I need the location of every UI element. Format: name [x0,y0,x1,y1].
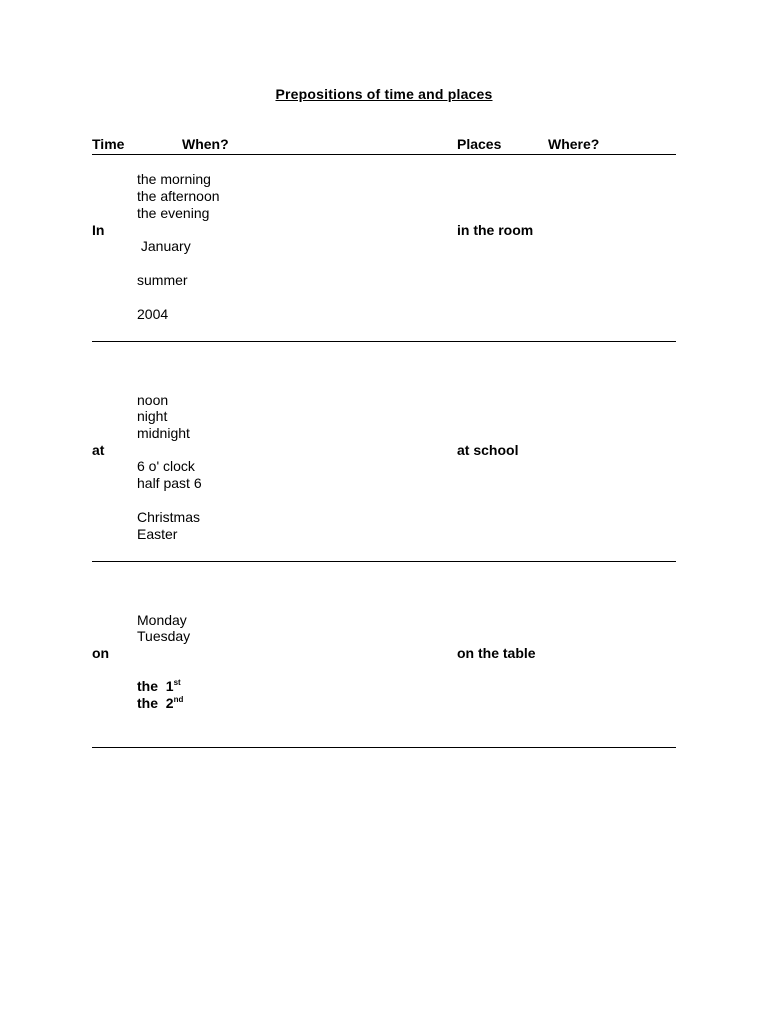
time-example: summer [137,272,188,288]
time-example: midnight [137,425,190,441]
preposition-label: on [92,645,110,661]
ordinal-prefix: the 2 [137,695,174,711]
time-example: the afternoon [137,188,220,204]
row-divider [92,341,676,342]
preposition-label: at [92,442,105,458]
time-example: Monday [137,612,187,628]
row-divider [92,561,676,562]
ordinal-suffix: st [173,678,181,687]
place-example: at school [457,442,519,458]
time-example: the morning [137,171,211,187]
time-example: night [137,408,168,424]
preposition-label: In [92,222,105,238]
place-example: in the room [457,222,534,238]
time-example: noon [137,392,169,408]
time-example: half past 6 [137,475,202,491]
ordinal-date [137,678,181,695]
row-divider [92,747,676,748]
ordinal-prefix: the 1 [137,678,174,694]
document-title: Prepositions of time and places [275,86,493,102]
ordinal-date [137,695,183,712]
header-when: When? [182,136,229,152]
header-time: Time [92,136,125,152]
time-example: the evening [137,205,210,221]
time-example: 6 o' clock [137,458,195,474]
time-example: Easter [137,526,178,542]
time-example: 2004 [137,306,169,322]
time-example: Tuesday [137,628,191,644]
time-example: Christmas [137,509,201,525]
header-places: Places [457,136,502,152]
ordinal-suffix: nd [173,695,184,704]
place-example: on the table [457,645,536,661]
header-divider [92,154,676,155]
time-example: January [137,238,191,254]
header-where: Where? [548,136,600,152]
